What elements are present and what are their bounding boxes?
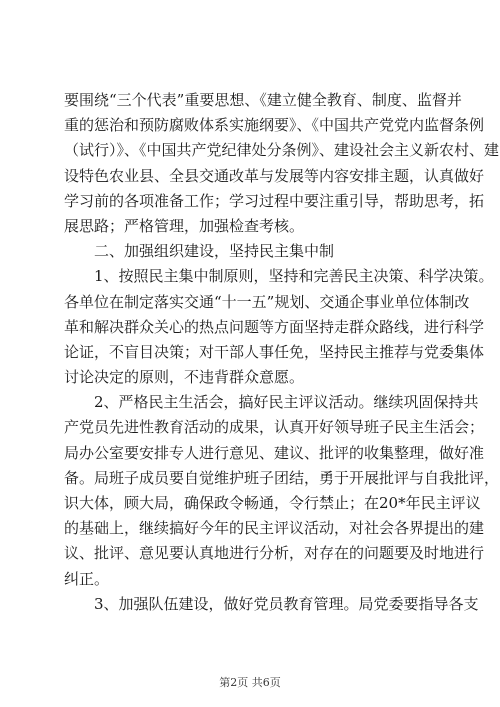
text-line: 1、按照民主集中制原则，坚持和完善民主决策、科学决策。 xyxy=(94,267,494,286)
text-line: 革和解决群众关心的热点问题等方面坚持走群众路线，进行科学 xyxy=(64,317,485,336)
text-line: 识大体，顾大局，确保政令畅通，令行禁止；在20*年民主评议 xyxy=(64,494,481,512)
text-line: 的基础上，继续搞好今年的民主评议活动，对社会各界提出的建 xyxy=(64,519,485,538)
text-line: 纠正。 xyxy=(64,569,110,588)
text-line: 论证，不盲目决策；对干部人事任免，坚持民主推荐与党委集体 xyxy=(64,342,485,361)
text-line: 二、加强组织建设，坚持民主集中制 xyxy=(94,242,335,261)
page-number: 第2页 共6页 xyxy=(219,676,281,689)
text-line: 局办公室要安排专人进行意见、建议、批评的收集整理，做好准 xyxy=(64,443,485,462)
text-line: 要围绕“三个代表”重要思想、《建立健全教育、制度、监督并 xyxy=(64,91,462,109)
text-line: 议、批评、意见要认真地进行分析，对存在的问题要及时地进行 xyxy=(64,544,485,563)
text-line: 产党员先进性教育活动的成果，认真开好领导班子民主生活会； xyxy=(64,418,485,437)
text-line: 3、加强队伍建设，做好党员教育管理。局党委要指导各支 xyxy=(94,594,479,613)
text-line: 学习前的各项准备工作；学习过程中要注重引导，帮助思考，拓 xyxy=(64,191,485,210)
text-line: 各单位在制定落实交通“十一五”规划、交通企事业单位体制改 xyxy=(64,292,470,311)
text-line: 备。局班子成员要自觉维护班子团结，勇于开展批评与自我批评， xyxy=(64,468,500,487)
document-body xyxy=(64,88,500,617)
text-line: 讨论决定的原则，不违背群众意愿。 xyxy=(64,368,305,387)
text-line: 设特色农业县、全县交通改革与发展等内容安排主题，认真做好 xyxy=(64,166,485,185)
text-line: 展思路；严格管理，加强检查考核。 xyxy=(64,216,305,235)
page-footer xyxy=(0,674,500,690)
text-line: 重的惩治和预防腐败体系实施纲要》、《中国共产党党内监督条例 xyxy=(64,116,485,135)
text-line: 2、严格民主生活会，搞好民主评议活动。继续巩固保持共 xyxy=(94,393,479,412)
text-line: （试行）》、《中国共产党纪律处分条例》、建设社会主义新农村、建 xyxy=(64,141,500,160)
